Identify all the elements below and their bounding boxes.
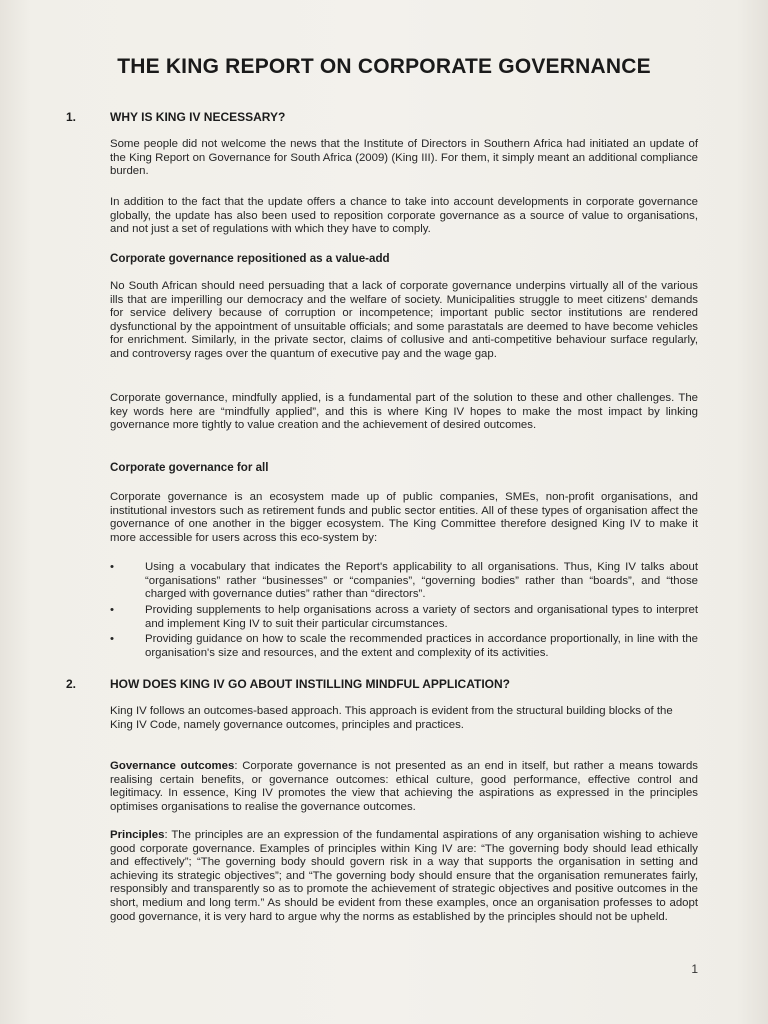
section-1-paragraph-4: Corporate governance, mindfully applied, is a fundamental part of the solution to these and other challenges. The key words here are “mindfully applied”, and this is where King IV hopes to make the most impact by linking governance more tightly to value creation and the achievement of desired outcomes. [110, 392, 698, 432]
section-1-paragraph-5: Corporate governance is an ecosystem made up of public companies, SMEs, non-profit organisations, and institutional investors such as retirement funds and public sector entities. All of these types of organisation affect the governance of one another in the bigger ecosystem. The King Committee therefore designed King IV to make it more accessible for users across this eco-system by: [110, 491, 698, 544]
section-1-paragraph-3: No South African should need persuading that a lack of corporate governance underpins virtually all of the various ills that are imperilling our democracy and the welfare of society. Municipalities struggle to meet citizens' demands for service delivery because of corruption or incompetence; important public sector institutions are rendered dysfunctional by the appointment of unsuitable officials; and some parastatals are deemed to have become vehicles for enrichment. Similarly, in the private sector, claims of collusive and anti-competitive behaviour surface regularly, and controversy rages over the quantum of executive pay and the wage gap. [110, 280, 698, 360]
section-2-title: HOW DOES KING IV GO ABOUT INSTILLING MINDFUL APPLICATION? [110, 677, 510, 691]
section-1-heading [66, 110, 285, 124]
page-title: THE KING REPORT ON CORPORATE GOVERNANCE [117, 55, 651, 78]
section-2-number: 2. [66, 677, 77, 691]
section-1-number: 1. [66, 110, 77, 124]
bullet-item [110, 633, 698, 660]
bullet-text: Providing guidance on how to scale the recommended practices in accordance proportionally, in line with the organisation's size and resources, and the extent and complexity of its activities. [145, 633, 698, 659]
subheading-governance-for-all: Corporate governance for all [110, 461, 269, 474]
bullet-icon: • [110, 561, 114, 573]
section-2-heading [66, 677, 510, 691]
governance-outcomes-label: Governance outcomes [110, 760, 235, 772]
bullet-text: Using a vocabulary that indicates the Report's applicability to all organisations. Thus, King IV talks about “organisations” rather “businesses” or “companies”, “governing bodies” rather than “boards”, and “those charged with governance duties” rather than “directors”. [145, 561, 698, 601]
governance-outcomes-text: : Corporate governance is not presented as an end in itself, but rather a means towards realising certain benefits, or governance outcomes: ethical culture, good performance, effective control and legitimacy. In essence, King IV promotes the view that achieving the aspirations as expressed in the principles optimises organisations to realise the governance outcomes. [110, 760, 698, 813]
bullet-text: Providing supplements to help organisations across a variety of sectors and organisational types to interpret and implement King IV to suit their particular circumstances. [145, 604, 698, 630]
section-2-paragraph-1b: King IV Code, namely governance outcomes, principles and practices. [110, 718, 464, 731]
section-1-paragraph-1: Some people did not welcome the news that the Institute of Directors in Southern Africa had initiated an update of the King Report on Governance for South Africa (2009) (King III). For them, it simply meant an additional compliance burden. [110, 138, 698, 178]
section-2-paragraph-1a: King IV follows an outcomes-based approach. This approach is evident from the structural building blocks of the [110, 705, 673, 717]
subheading-value-add: Corporate governance repositioned as a value-add [110, 252, 390, 265]
principles-label: Principles [110, 829, 165, 841]
bullet-icon: • [110, 604, 114, 616]
bullet-item [110, 604, 698, 631]
bullet-item [110, 561, 698, 602]
principles-text: : The principles are an expression of the fundamental aspirations of any organisation wishing to achieve good corporate governance. Examples of principles within King IV are: “The governing body should lead ethically and effectively”; “The governing body should govern risk in a way that supports the organisation in setting and achieving its strategic objectives”; and “The governing body should ensure that the organisation remunerates fairly, responsibly and transparently so as to promote the achievement of strategic objectives and positive outcomes in the short, medium and long term.” As should be evident from these examples, once an organisation professes to adopt good governance, it is very hard to argue why the norms as established by the principles should not be upheld. [110, 829, 698, 923]
section-1-title: WHY IS KING IV NECESSARY? [110, 110, 286, 124]
governance-outcomes-paragraph [110, 760, 698, 814]
section-2-paragraph-1 [110, 705, 698, 732]
page-number: 1 [691, 962, 698, 976]
section-1-paragraph-2: In addition to the fact that the update offers a chance to take into account developments in corporate governance globally, the update has also been used to reposition corporate governance as a source of value to organisations, and not just a set of regulations with which they have to comply. [110, 196, 698, 236]
bullet-icon: • [110, 633, 114, 645]
principles-paragraph [110, 829, 698, 924]
